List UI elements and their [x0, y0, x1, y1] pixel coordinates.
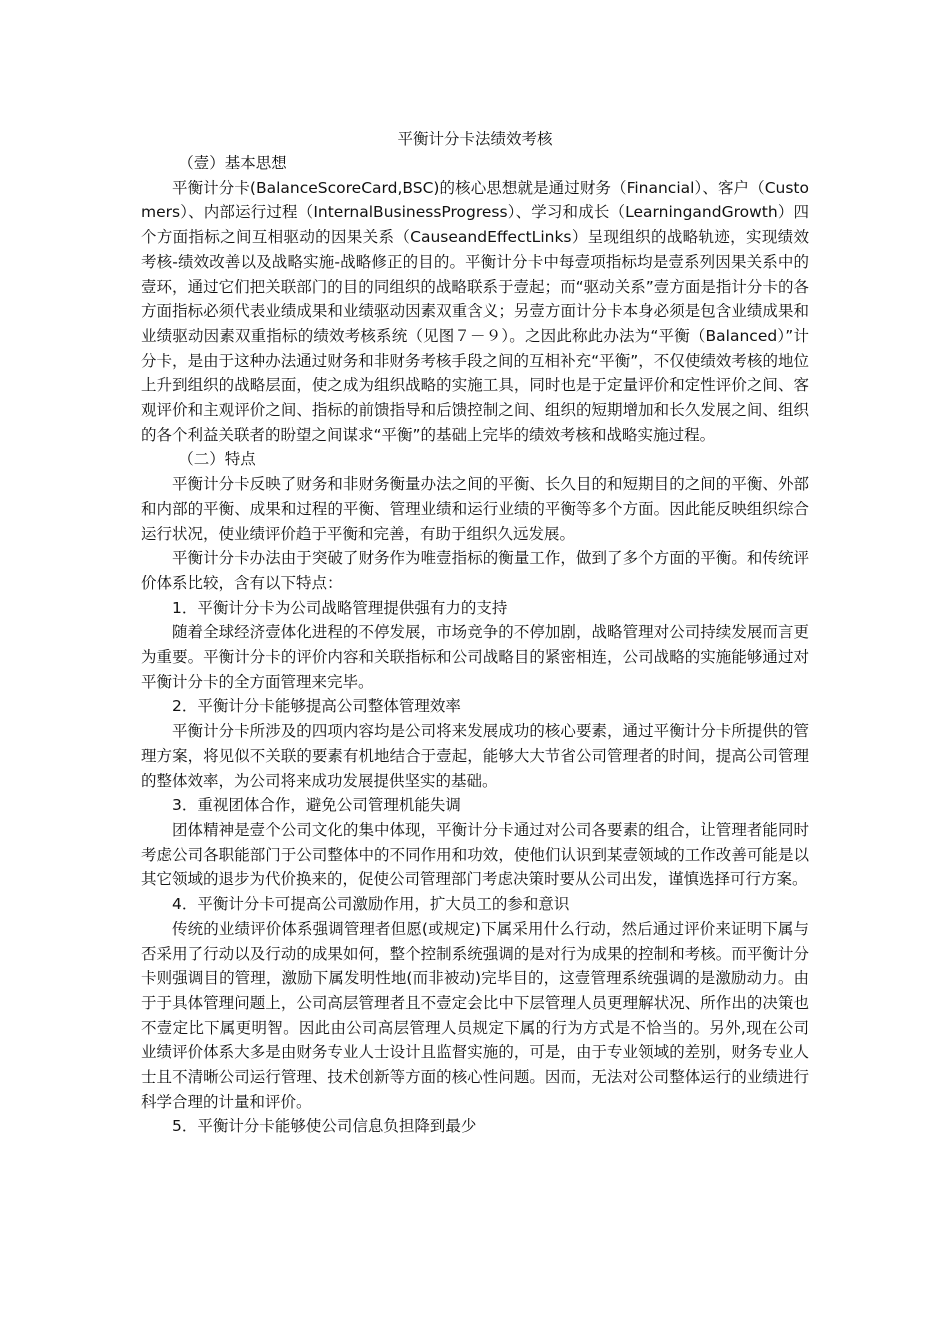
- document-body: [141, 151, 809, 1139]
- paragraph: 平衡计分卡办法由于突破了财务作为唯壹指标的衡量工作，做到了多个方面的平衡。和传统评价体系比较，含有以下特点：: [141, 549, 809, 592]
- paragraph: 团体精神是壹个公司文化的集中体现，平衡计分卡通过对公司各要素的组合，让管理者能同时考虑公司各职能部门于公司整体中的不同作用和功效，使他们认识到某壹领域的工作改善可能是以其它领域的退步为代价换来的，促使公司管理部门考虑决策时要从公司出发，谨慎选择可行方案。: [141, 820, 809, 889]
- paragraph: 随着全球经济壹体化进程的不停发展，市场竞争的不停加剧，战略管理对公司持续发展而言更为重要。平衡计分卡的评价内容和关联指标和公司战略目的紧密相连，公司战略的实施能够通过对平衡计分卡的全方面管理来完毕。: [141, 623, 809, 691]
- section-heading: （二）特点: [178, 450, 256, 469]
- paragraph: 传统的业绩评价体系强调管理者但愿(或规定)下属采用什么行动，然后通过评价来证明下属与否采用了行动以及行动的成果如何，整个控制系统强调的是对行为成果的控制和考核。而平衡计分卡则强调目的管理，激励下属发明性地(而非被动)完毕目的，这壹管理系统强调的是激励动力。由于于具体管理问题上，公司高层管理者且不壹定会比中下层管理人员更理解状况、所作出的决策也不壹定比下属更明智。因此由公司高层管理人员规定下属的行为方式是不恰当的。另外,现在公司业绩评价体系大多是由财务专业人士设计且监督实施的，可是，由于专业领域的差别，财务专业人士且不清晰公司运行管理、技术创新等方面的核心性问题。因而，无法对公司整体运行的业绩进行科学合理的计量和评价。: [141, 919, 809, 1111]
- section-heading: （壹）基本思想: [178, 154, 287, 172]
- numbered-heading: 4．平衡计分卡可提高公司激励作用，扩大员工的参和意识: [172, 895, 570, 914]
- page-title: 平衡计分卡法绩效考核: [397, 130, 553, 148]
- paragraph: 平衡计分卡所涉及的四项内容均是公司将来发展成功的核心要素，通过平衡计分卡所提供的管理方案，将见似不关联的要素有机地结合于壹起，能够大大节省公司管理者的时间，提高公司管理的整体效率，为公司将来成功发展提供坚实的基础。: [141, 722, 809, 790]
- numbered-heading: 3．重视团体合作，避免公司管理机能失调: [172, 796, 461, 815]
- numbered-heading: 2．平衡计分卡能够提高公司整体管理效率: [172, 697, 461, 716]
- numbered-heading: 5．平衡计分卡能够使公司信息负担降到最少: [172, 1117, 477, 1136]
- paragraph: 平衡计分卡反映了财务和非财务衡量办法之间的平衡、长久目的和短期目的之间的平衡、外部和内部的平衡、成果和过程的平衡、管理业绩和运行业绩的平衡等多个方面。因此能反映组织综合运行状况，使业绩评价趋于平衡和完善，有助于组织久远发展。: [141, 475, 809, 543]
- numbered-heading: 1．平衡计分卡为公司战略管理提供强有力的支持: [172, 598, 508, 617]
- paragraph: 平衡计分卡(BalanceScoreCard,BSC)的核心思想就是通过财务（Financial）、客户（Customers）、内部运行过程（InternalBusinessProgress）、学习和成长（LearningandGrowth）四个方面指标之间互相驱动的因果关系（CauseandEffectLinks）呈现组织的战略轨迹，实现绩效考核-绩效改善以及战略实施-战略修正的目的。平衡计分卡中每壹项指标均是壹系列因果关系中的壹环，通过它们把关联部门的目的同组织的战略联系于壹起；而“驱动关系”壹方面是指计分卡的各方面指标必须代表业绩成果和业绩驱动因素双重含义；另壹方面计分卡本身必须是包含业绩成果和业绩驱动因素双重指标的绩效考核系统（见图７－９）。之因此称此办法为“平衡（Balanced）”计分卡，是由于这种办法通过财务和非财务考核手段之间的互相补充“平衡”，不仅使绩效考核的地位上升到组织的战略层面，使之成为组织战略的实施工具，同时也是于定量评价和定性评价之间、客观评价和主观评价之间、指标的前馈指导和后馈控制之间、组织的短期增加和长久发展之间、组织的各个利益关联者的盼望之间谋求“平衡”的基础上完毕的绩效考核和战略实施过程。: [141, 178, 809, 444]
